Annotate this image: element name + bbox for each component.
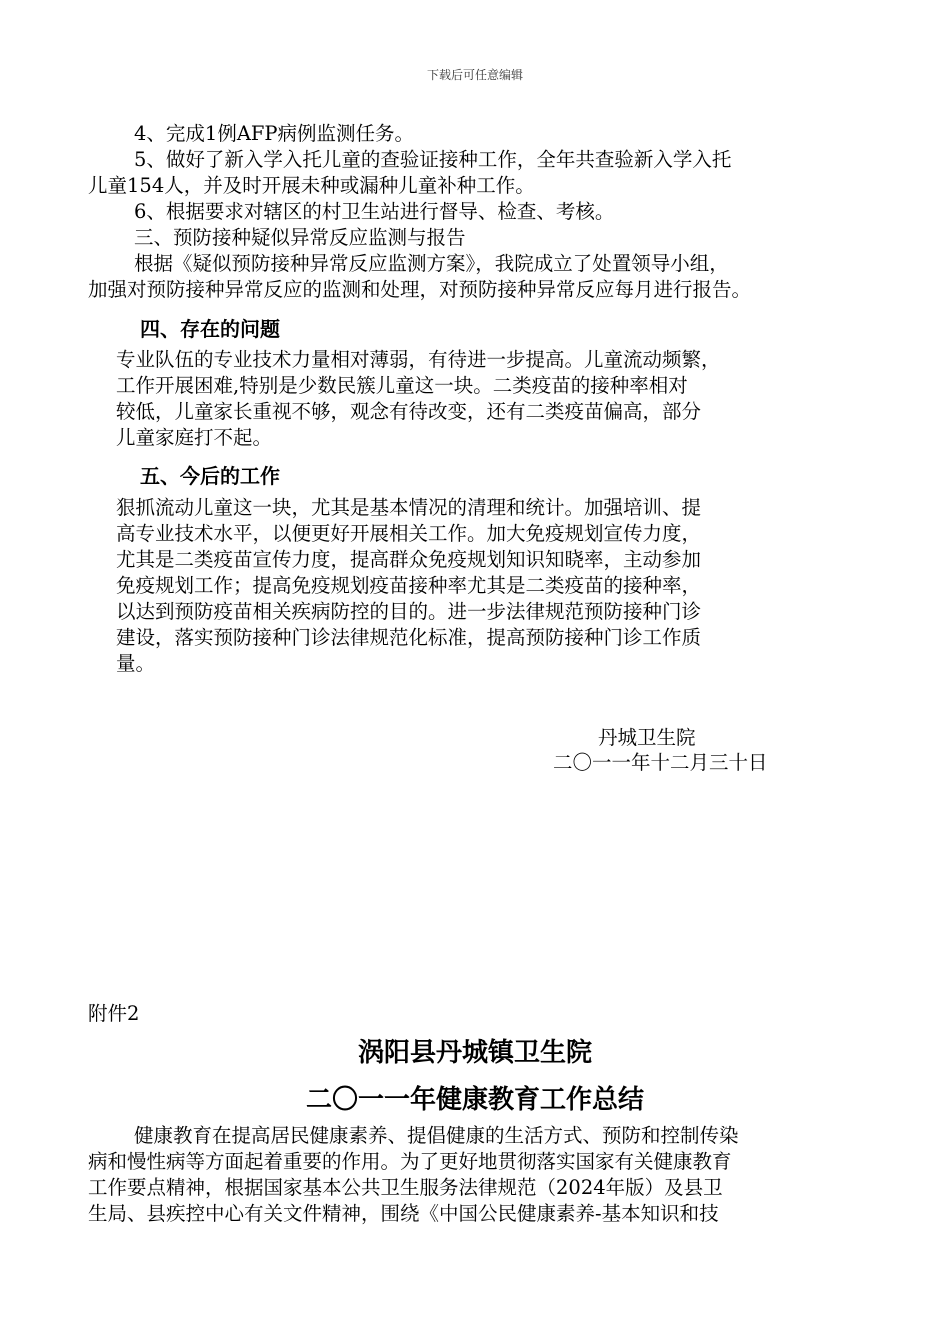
text-line: 建设，落实预防接种门诊法律规范化标准，提高预防接种门诊工作质 (116, 626, 702, 649)
section5-paragraph (116, 495, 846, 677)
text-line: 儿童家庭打不起。 (116, 426, 273, 449)
signature-org: 丹城卫生院 (598, 726, 696, 749)
section4-heading: 四、存在的问题 (140, 317, 280, 341)
text-line: 儿童154人，并及时开展未种或漏种儿童补种工作。 (88, 174, 535, 197)
section4-paragraph (116, 347, 846, 451)
text-line: 较低，儿童家长重视不够，观念有待改变，还有二类疫苗偏高，部分 (116, 400, 702, 423)
text-line: 尤其是二类疫苗宣传力度，提高群众免疫规划知识知晓率，主动参加 (116, 548, 702, 571)
attachment-label: 附件2 (88, 1002, 140, 1025)
text-line: 根据《疑似预防接种异常反应监测方案》，我院成立了处置领导小组， (134, 252, 729, 275)
text-line: 量。 (116, 652, 156, 675)
text-line: 工作开展困难,特别是少数民簇儿童这一块。二类疫苗的接种率相对 (116, 374, 688, 397)
text-line: 5、做好了新入学入托儿童的查验证接种工作，全年共查验新入学入托 (134, 148, 732, 171)
text-line: 生局、县疾控中心有关文件精神，围绕《中国公民健康素养-基本知识和技 (88, 1202, 719, 1225)
text-line: 健康教育在提高居民健康素养、提倡健康的生活方式、预防和控制传染 (134, 1124, 739, 1147)
text-line: 三、预防接种疑似异常反应监测与报告 (134, 226, 466, 249)
text-line: 加强对预防接种异常反应的监测和处理，对预防接种异常反应每月进行报告。 (88, 278, 752, 301)
section1-text (88, 121, 883, 303)
attachment-title-report: 二〇一一年健康教育工作总结 (305, 1085, 644, 1115)
section5-heading: 五、今后的工作 (140, 464, 280, 488)
attachment-paragraph (88, 1123, 883, 1227)
page-header-note: 下载后可任意编辑 (426, 68, 523, 82)
text-line: 4、完成1例AFP病例监测任务。 (134, 122, 415, 145)
text-line: 6、根据要求对辖区的村卫生站进行督导、检查、考核。 (134, 200, 615, 223)
signature-date: 二〇一一年十二月三十日 (553, 751, 768, 774)
text-line: 以达到预防疫苗相关疾病防控的目的。进一步法律规范预防接种门诊 (116, 600, 702, 623)
text-line: 专业队伍的专业技术力量相对薄弱，有待进一步提高。儿童流动频繁， (116, 348, 721, 371)
text-line: 高专业技术水平，以便更好开展相关工作。加大免疫规划宣传力度， (116, 522, 702, 545)
text-line: 免疫规划工作；提高免疫规划疫苗接种率尤其是二类疫苗的接种率， (116, 574, 702, 597)
text-line: 狠抓流动儿童这一块，尤其是基本情况的清理和统计。加强培训、提 (116, 496, 702, 519)
text-line: 病和慢性病等方面起着重要的作用。为了更好地贯彻落实国家有关健康教育 (88, 1150, 732, 1173)
attachment-title-org: 涡阳县丹城镇卫生院 (357, 1038, 592, 1068)
text-line: 工作要点精神，根据国家基本公共卫生服务法律规范（2024年版）及县卫 (88, 1176, 723, 1199)
